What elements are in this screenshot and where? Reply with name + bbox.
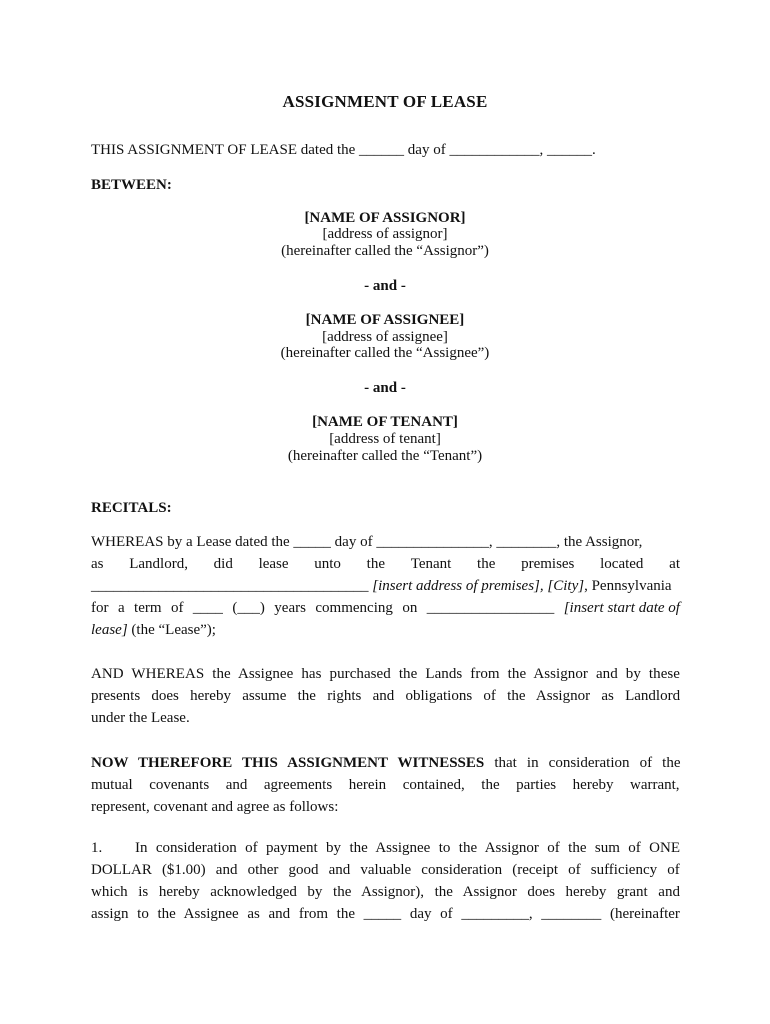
word: commencing — [315, 600, 393, 616]
assignor-name: [NAME OF ASSIGNOR] — [304, 210, 466, 226]
word: on — [402, 600, 418, 616]
word: (___) — [232, 600, 265, 616]
word: years — [274, 600, 306, 616]
state-text: , Pennsylvania — [584, 578, 672, 594]
word: located — [600, 556, 644, 572]
between-heading: BETWEEN: — [91, 177, 172, 193]
and-separator-1: - and - — [364, 278, 406, 294]
whereas-2-line-1: AND WHEREAS the Assignee has purchased the Lands from the Assignor and by these — [91, 666, 680, 682]
word: did — [213, 556, 233, 572]
whereas-1-line-5 — [91, 622, 216, 639]
whereas-1-line-1: WHEREAS by a Lease dated the _____ day of _______________, ________, the Assignor, — [91, 534, 643, 550]
now-therefore-line-3: represent, covenant and agree as follows: — [91, 799, 339, 815]
tenant-name: [NAME OF TENANT] — [312, 414, 458, 430]
word: the — [366, 556, 385, 572]
now-therefore-line-1 — [91, 755, 680, 772]
word: as — [91, 556, 104, 572]
word: for — [91, 600, 109, 616]
assignee-name: [NAME OF ASSIGNEE] — [305, 312, 465, 328]
and-separator-2: - and - — [364, 380, 406, 396]
lease-defined-text: (the “Lease”); — [127, 622, 216, 638]
clause-1-line-1: In consideration of payment by the Assignee to the Assignor of the sum of ONE — [135, 840, 680, 856]
word: unto — [314, 556, 341, 572]
recitals-heading: RECITALS: — [91, 500, 172, 516]
now-therefore-line-2: mutual covenants and agreements herein contained, the parties hereby warrant, — [91, 777, 680, 793]
document-title: ASSIGNMENT OF LEASE — [282, 92, 488, 111]
assignee-address: [address of assignee] — [322, 329, 448, 345]
assignor-called: (hereinafter called the “Assignor”) — [281, 243, 489, 259]
start-date-placeholder: [insert start date of — [563, 600, 680, 616]
assignee-called: (hereinafter called the “Assignee”) — [280, 345, 490, 361]
word: ____ — [192, 600, 223, 616]
now-therefore-rest: that in consideration of the — [484, 755, 681, 771]
clause-1-line-4: assign to the Assignee as and from the _____ day of _________, ________ (hereinafter — [91, 906, 680, 922]
whereas-1-line-4 — [91, 600, 680, 617]
address-blank: _____________________________________ — [91, 578, 369, 594]
word: Landlord, — [129, 556, 188, 572]
address-placeholder: [insert address of premises], [City] — [372, 578, 585, 594]
word: lease — [258, 556, 289, 572]
assignor-address: [address of assignor] — [322, 226, 448, 242]
word: premises — [521, 556, 575, 572]
clause-1-number: 1. — [91, 840, 103, 856]
lease-placeholder: lease] — [91, 622, 128, 638]
intro-line: THIS ASSIGNMENT OF LEASE dated the ______ day of ____________, ______. — [91, 142, 596, 158]
whereas-2-line-3: under the Lease. — [91, 710, 190, 726]
whereas-1-line-2 — [91, 556, 680, 573]
word: Tenant — [410, 556, 452, 572]
whereas-2-line-2: presents does hereby assume the rights and obligations of the Assignor as Landlord — [91, 688, 681, 704]
word: a — [117, 600, 125, 616]
word: the — [477, 556, 496, 572]
whereas-1-line-3 — [91, 578, 672, 595]
word: term — [134, 600, 162, 616]
clause-1-line-3: which is hereby acknowledged by the Assignor), the Assignor does hereby grant and — [91, 884, 680, 900]
word: _________________ — [426, 600, 555, 616]
word: of — [170, 600, 184, 616]
word: at — [669, 556, 680, 572]
tenant-called: (hereinafter called the “Tenant”) — [287, 448, 483, 464]
clause-1-line-2: DOLLAR ($1.00) and other good and valuable consideration (receipt of sufficiency of — [91, 862, 680, 878]
tenant-address: [address of tenant] — [329, 431, 441, 447]
now-therefore-lead: NOW THEREFORE THIS ASSIGNMENT WITNESSES — [91, 755, 485, 771]
